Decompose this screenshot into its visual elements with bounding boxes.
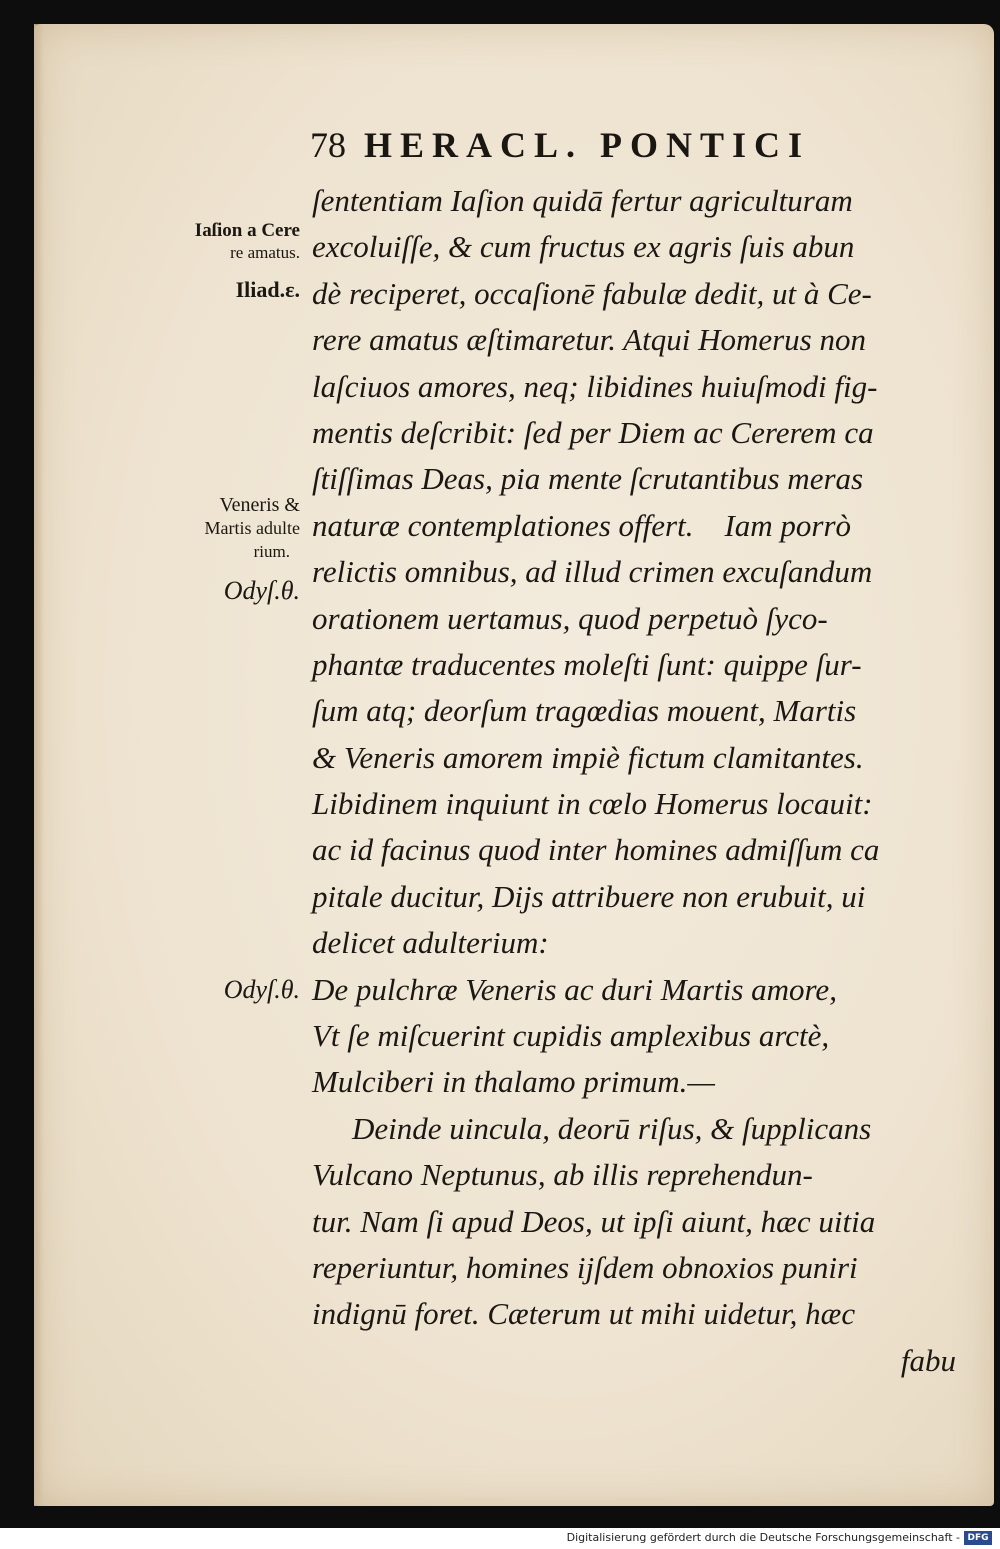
- text-line: naturæ contemplationes offert. Iam porrò: [312, 507, 852, 543]
- digitization-credit: Digitalisierung gefördert durch die Deutsche Forschungsgemeinschaft -: [566, 1531, 960, 1544]
- running-title: HERACL. PONTICI: [364, 125, 811, 165]
- text-line: reperiuntur, homines ijſdem obnoxios puniri: [312, 1249, 858, 1285]
- margin-note-line: Iliad.ε.: [235, 277, 300, 302]
- margin-note-line: Odyſ.θ.: [223, 975, 300, 1004]
- verse-line: De pulchræ Veneris ac duri Martis amore,: [312, 971, 837, 1007]
- text-line: delicet adulterium:: [312, 925, 549, 961]
- text-line: Libidinem inquiunt in cœlo Homerus locauit:: [312, 786, 873, 822]
- verse-line: Mulciberi in thalamo primum.—: [312, 1064, 715, 1100]
- running-head: [310, 124, 910, 170]
- text-line: excoluiſſe, & cum fructus ex agris ſuis abun: [312, 229, 855, 265]
- text-line: Vulcano Neptunus, ab illis reprehendun-: [312, 1157, 813, 1193]
- text-line: relictis omnibus, ad illud crimen excuſandum: [312, 554, 873, 590]
- margin-note-line: Martis adulte: [204, 518, 300, 538]
- text-line: orationem uertamus, quod perpetuò ſyco-: [312, 600, 828, 636]
- text-line: & Veneris amorem impiè fictum clamitantes.: [312, 739, 864, 775]
- footer-bar: [0, 1528, 1000, 1549]
- margin-note-iliad: [236, 279, 300, 301]
- margin-note-line: Odyſ.θ.: [223, 576, 300, 605]
- margin-note-iasion: [195, 220, 300, 264]
- text-line: pitale ducitur, Dijs attribuere non erubuit, ui: [312, 878, 866, 914]
- text-line: laſciuos amores, neq; libidines huiuſmodi fig-: [312, 368, 878, 404]
- text-line: phantæ traducentes moleſti ſunt: quippe ſur-: [312, 646, 862, 682]
- text-line: ſententiam Iaſion quidā fertur agriculturam: [312, 183, 853, 218]
- text-line: mentis deſcribit: ſed per Diem ac Cererem ca: [312, 414, 874, 450]
- margin-note-line: Veneris &: [219, 494, 300, 516]
- main-text: [312, 178, 962, 1384]
- margin-note-odyssey-1: [224, 576, 300, 606]
- verse-line: Vt ſe miſcuerint cupidis amplexibus arctè,: [312, 1018, 830, 1054]
- margin-note-veneris: [205, 494, 300, 563]
- text-line: indignū foret. Cæterum ut mihi uidetur, hæc: [312, 1296, 856, 1332]
- text-line: ſtiſſimas Deas, pia mente ſcrutantibus meras: [312, 461, 864, 497]
- text-line: Deinde uincula, deorū riſus, & ſupplicans: [352, 1110, 872, 1146]
- page-edge-shadow: [34, 24, 44, 1506]
- margin-note-odyssey-2: [224, 975, 300, 1005]
- margin-note-line: Iaſion a Cere: [194, 220, 300, 241]
- dfg-logo-icon: DFG: [964, 1531, 992, 1545]
- margin-note-line: re amatus.: [230, 243, 300, 262]
- text-line: dè reciperet, occaſionē fabulæ dedit, ut à Ce-: [312, 275, 872, 311]
- catchword: fabu: [900, 1342, 956, 1378]
- text-line: ſum atq; deorſum tragœdias mouent, Martis: [312, 693, 857, 729]
- margin-note-line: rium.: [253, 542, 290, 561]
- page-number: 78: [310, 125, 346, 165]
- text-line: ac id facinus quod inter homines admiſſum ca: [312, 832, 880, 868]
- text-line: rere amatus æſtimaretur. Atqui Homerus non: [312, 322, 866, 358]
- text-line: tur. Nam ſi apud Deos, ut ipſi aiunt, hæc uitia: [312, 1203, 876, 1239]
